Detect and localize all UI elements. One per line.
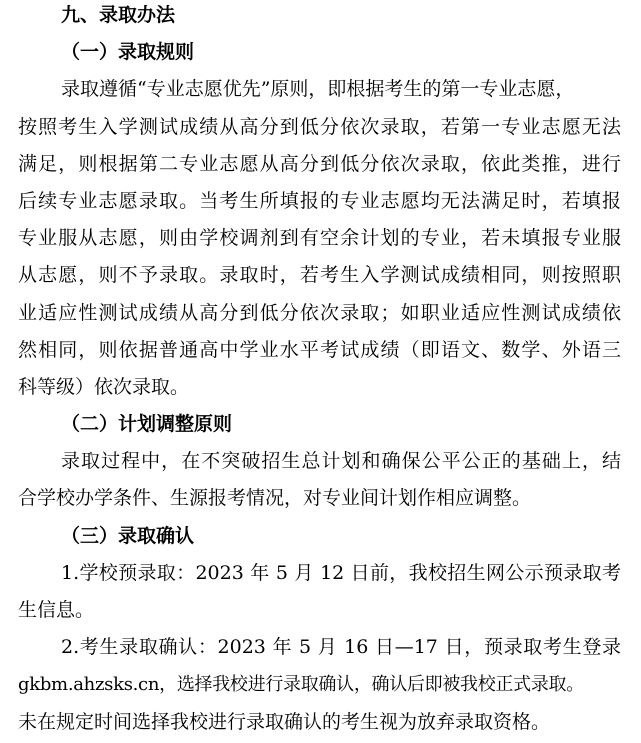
paragraph-line: 1.学校预录取：2023 年 5 月 12 日前，我校招生网公示预录取考 xyxy=(61,562,621,584)
subsection-heading-admission-confirmation: （三）录取确认 xyxy=(61,525,195,547)
paragraph-line: gkbm.ahzsks.cn，选择我校进行录取确认，确认后即被我校正式录取。 xyxy=(18,674,584,695)
paragraph-line: 合学校办学条件、生源报考情况，对专业间计划作相应调整。 xyxy=(18,487,532,509)
subsection-heading-plan-adjustment: （二）计划调整原则 xyxy=(61,413,233,435)
paragraph-line: 然相同，则依据普通高中学业水平考试成绩（即语文、数学、外语三 xyxy=(18,339,621,361)
section-heading: 九、录取办法 xyxy=(61,4,176,26)
paragraph-line: 业适应性测试成绩从高分到低分依次录取；如职业适应性测试成绩依 xyxy=(18,302,621,324)
paragraph-line: 2.考生录取确认：2023 年 5 月 16 日—17 日，预录取考生登录 xyxy=(61,636,621,658)
paragraph-line: 后续专业志愿录取。当考生所填报的专业志愿均无法满足时，若填报 xyxy=(18,190,621,212)
paragraph-line: 专业服从志愿，则由学校调剂到有空余计划的专业，若未填报专业服 xyxy=(18,227,621,249)
paragraph-line: 录取过程中，在不突破招生总计划和确保公平公正的基础上，结 xyxy=(61,450,621,472)
paragraph-line: 生信息。 xyxy=(18,599,95,621)
paragraph-line: 从志愿，则不予录取。录取时，若考生入学测试成绩相同，则按照职 xyxy=(18,264,621,286)
paragraph-line: 录取遵循“专业志愿优先”原则，即根据考生的第一专业志愿， xyxy=(61,78,575,100)
paragraph-line: 未在规定时间选择我校进行录取确认的考生视为放弃录取资格。 xyxy=(18,711,551,733)
paragraph-line: 科等级）依次录取。 xyxy=(18,376,190,398)
paragraph-line: 满足，则根据第二专业志愿从高分到低分依次录取，依此类推，进行 xyxy=(18,153,621,175)
subsection-heading-admission-rules: （一）录取规则 xyxy=(61,41,195,63)
paragraph-line: 按照考生入学测试成绩从高分到低分依次录取，若第一专业志愿无法 xyxy=(18,116,621,138)
